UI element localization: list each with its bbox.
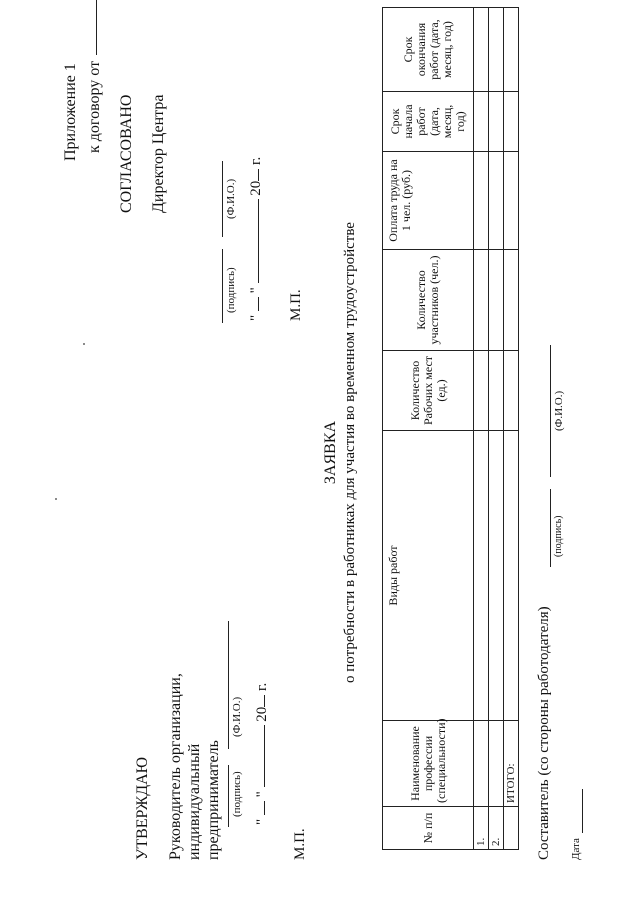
agreed-fio-caption: (Ф.И.О.)	[225, 178, 237, 219]
table-cell	[489, 431, 504, 721]
agreed-year: 20	[248, 180, 264, 196]
appendix-title: Приложение 1	[62, 63, 79, 161]
table-cell: 2.	[489, 807, 504, 850]
agreed-role: Директор Центра	[150, 94, 167, 213]
total-cell-number	[504, 807, 519, 850]
approved-quote-close: "	[254, 791, 270, 798]
col-work-types-header: Виды работ	[383, 431, 474, 721]
table-cell	[504, 92, 519, 152]
agreed-stamp: М.П.	[288, 289, 304, 321]
approved-date	[254, 683, 271, 825]
approved-role-line-1: Руководитель организации,	[167, 673, 184, 860]
approved-role	[166, 620, 223, 860]
table-cell	[489, 721, 504, 807]
table-cell	[489, 92, 504, 152]
table-cell	[489, 250, 504, 351]
approved-stamp: М.П.	[292, 828, 308, 860]
table-cell	[504, 250, 519, 351]
table-cell	[489, 351, 504, 431]
col-profession-header: Наименование профессии (специальности)	[383, 721, 474, 807]
table-cell: 1.	[474, 807, 489, 850]
agreed-day-line	[258, 297, 259, 311]
agreed-year-line	[258, 169, 259, 181]
compiler-fio-caption: (Ф.И.О.)	[553, 390, 565, 431]
table-cell	[504, 8, 519, 92]
table-header-row	[383, 8, 474, 850]
compiler-sign-caption: (подпись)	[553, 515, 564, 557]
table-cell	[474, 8, 489, 92]
table-cell	[474, 250, 489, 351]
approved-month-line	[264, 726, 265, 788]
contract-reference	[86, 0, 104, 153]
scan-speck	[55, 498, 57, 500]
agreed-month-line	[258, 200, 259, 284]
approved-year-line	[264, 695, 265, 707]
approved-year-suffix: г.	[254, 682, 270, 691]
agreed-date	[248, 157, 265, 321]
table-cell	[504, 431, 519, 721]
scan-speck	[83, 343, 85, 345]
table-row	[489, 8, 504, 850]
date-label: Дата	[570, 838, 582, 860]
agreed-quote-open: "	[248, 314, 264, 321]
col-end-date-header: Срок окончания работ (дата, месяц, год)	[383, 8, 474, 92]
col-pay-header: Оплата труда на 1 чел. (руб.)	[383, 152, 474, 250]
table-row	[474, 8, 489, 850]
table-cell	[474, 92, 489, 152]
approved-quote-open: "	[254, 818, 270, 825]
document-title: ЗАЯВКА	[322, 420, 339, 485]
table-cell	[474, 431, 489, 721]
agreed-fio-line	[222, 161, 223, 237]
date-line	[582, 789, 583, 833]
table-cell	[474, 721, 489, 807]
document-subtitle: о потребности в работниках для участия во временном трудоустройстве	[342, 222, 358, 683]
requirements-table	[382, 7, 519, 850]
table-cell	[474, 152, 489, 250]
table-cell	[489, 152, 504, 250]
agreed-year-suffix: г.	[248, 156, 264, 165]
table-total-row	[504, 8, 519, 850]
approved-sign-caption: (подпись)	[231, 771, 243, 817]
table-cell	[504, 152, 519, 250]
approved-heading: УТВЕРЖДАЮ	[134, 756, 151, 860]
approved-signature-line	[228, 765, 229, 827]
compiler-signature-line	[550, 489, 551, 567]
table-cell	[474, 351, 489, 431]
compiler-fio-line	[550, 345, 551, 477]
agreed-sign-caption: (подпись)	[225, 267, 237, 313]
contract-date-line	[96, 0, 97, 55]
approved-fio-line	[228, 621, 229, 749]
col-participants-header: Количество участников (чел.)	[383, 250, 474, 351]
col-start-date-header: Срок начала работ (дата, месяц, год)	[383, 92, 474, 152]
agreed-quote-close: "	[248, 287, 264, 294]
approved-year: 20	[254, 706, 270, 722]
col-workplaces-header: Количество Рабочих мест (ед.)	[383, 351, 474, 431]
agreed-signature-line	[222, 249, 223, 323]
col-number-header: № п/п	[383, 807, 474, 850]
agreed-heading: СОГЛАСОВАНО	[118, 94, 135, 213]
compiler-label: Составитель (со стороны работодателя)	[536, 606, 552, 860]
table-cell	[489, 8, 504, 92]
contract-label: к договору от	[86, 60, 103, 153]
total-label-cell: ИТОГО:	[504, 721, 519, 807]
approved-role-line-3: предприниматель	[205, 740, 222, 860]
approved-fio-caption: (Ф.И.О.)	[231, 696, 243, 737]
approved-role-line-2: индивидуальный	[186, 743, 203, 860]
approved-day-line	[264, 801, 265, 815]
table-cell	[504, 351, 519, 431]
